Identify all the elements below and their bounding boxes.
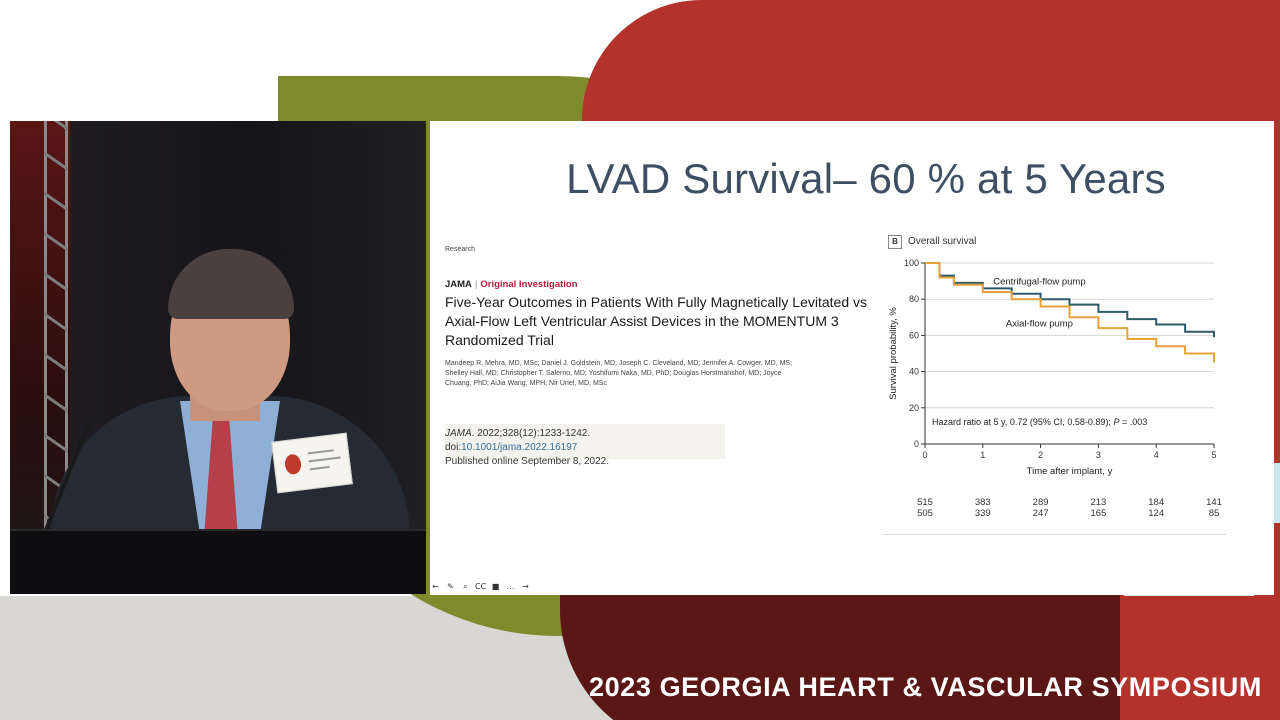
paper-journal xyxy=(445,279,578,290)
risk-cell: 383 xyxy=(974,497,991,508)
risk-cell: 515 xyxy=(917,497,933,508)
journal-name: JAMA xyxy=(445,279,472,290)
forward-icon[interactable]: → xyxy=(522,582,529,591)
article-type: Original Investigation xyxy=(480,279,578,290)
risk-cell: 184 xyxy=(1148,497,1165,508)
risk-row xyxy=(908,508,1258,519)
presentation-slide xyxy=(430,121,1274,595)
video-icon[interactable]: ■ xyxy=(491,582,500,591)
hazard-ratio-text: Hazard ratio at 5 y, 0.72 (95% CI, 0.58-0.89); xyxy=(932,417,1114,427)
risk-cell: 124 xyxy=(1148,508,1165,519)
citation-doi-link[interactable]: 10.1001/jama.2022.16197 xyxy=(461,442,578,453)
x-axis-label: Time after implant, y xyxy=(1026,466,1113,477)
series-label-centrifugal: Centrifugal-flow pump xyxy=(993,276,1086,288)
risk-cell: 505 xyxy=(917,508,933,519)
more-icon[interactable]: … xyxy=(506,582,515,591)
badge-line xyxy=(309,456,341,462)
x-tick-label: 1 xyxy=(980,450,986,460)
slide-toolbar xyxy=(430,581,531,593)
name-badge xyxy=(271,433,353,494)
numbers-at-risk-rule xyxy=(882,534,1226,535)
numbers-at-risk-table xyxy=(908,497,1258,519)
slide-title: LVAD Survival– 60 % at 5 Years xyxy=(566,155,1166,202)
risk-row xyxy=(908,497,1258,508)
chart-panel-tag: B xyxy=(888,235,902,249)
citation-published: Published online September 8, 2022. xyxy=(445,456,610,467)
x-tick-label: 2 xyxy=(1038,450,1044,460)
badge-line xyxy=(310,466,330,470)
risk-cell: 247 xyxy=(1032,508,1049,519)
pen-icon[interactable]: ✎ xyxy=(447,582,454,591)
podium xyxy=(10,529,426,594)
y-tick-label: 40 xyxy=(908,366,919,377)
paper-headline: Five-Year Outcomes in Patients With Fully Magnetically Levitated vs Axial-Flow Left Ventricular Assist Devices in the MOMENTUM 3 Randomized Trial xyxy=(445,294,867,348)
risk-cell: 339 xyxy=(974,508,991,519)
paper-authors: Mandeep R. Mehra, MD, MSc; Daniel J. Goldstein, MD; Joseph C. Cleveland, MD; Jennifer A. Cowger, MD, MS; Shelley Hall, MD; Christopher T. Salerno, MD; Yoshifumi Naka, MD, PhD; Douglas Horstmanshof, MD; Joyce Chuang, PhD; AiJia Wang, MPH; Nir Uriel, MD, MSc xyxy=(445,360,793,387)
y-tick-label: 100 xyxy=(903,258,919,268)
badge-logo-icon xyxy=(284,453,302,475)
captions-icon[interactable]: CC xyxy=(475,582,487,591)
speaker-video xyxy=(10,121,426,594)
survival-plot xyxy=(876,231,1274,491)
y-axis-label: Survival probability, % xyxy=(888,307,899,400)
back-icon[interactable]: ← xyxy=(432,582,439,591)
risk-cell: 213 xyxy=(1090,497,1107,508)
symposium-banner: 2023 GEORGIA HEART & VASCULAR SYMPOSIUM xyxy=(589,672,1262,702)
series-label-axial: Axial-flow pump xyxy=(1005,318,1073,330)
citation-line xyxy=(445,427,725,455)
journal-separator: | xyxy=(474,279,478,290)
y-tick-label: 60 xyxy=(908,330,919,341)
x-tick-label: 0 xyxy=(922,450,928,460)
survival-chart xyxy=(876,231,1274,541)
y-tick-label: 0 xyxy=(913,439,919,449)
risk-cell: 289 xyxy=(1032,497,1049,508)
hazard-p-value: = .003 xyxy=(1119,417,1148,427)
x-tick-label: 4 xyxy=(1153,450,1159,460)
risk-cell: 165 xyxy=(1090,508,1107,519)
badge-line xyxy=(308,449,334,454)
risk-cell: 85 xyxy=(1208,508,1220,519)
paper-citation-box xyxy=(445,424,725,467)
citation-journal: JAMA xyxy=(445,428,472,439)
hazard-p-label: P xyxy=(1113,417,1120,427)
citation-ref: . 2022;328(12):1233-1242. doi: xyxy=(445,428,591,453)
y-tick-label: 80 xyxy=(908,294,919,305)
risk-cell: 141 xyxy=(1206,497,1222,508)
paper-section: Research xyxy=(445,246,475,253)
y-tick-label: 20 xyxy=(908,402,919,413)
x-tick-label: 3 xyxy=(1095,450,1101,460)
chart-panel-title: Overall survival xyxy=(908,236,977,247)
hazard-ratio-note xyxy=(932,417,1147,427)
zoom-icon[interactable]: ⌕ xyxy=(463,582,468,591)
x-tick-label: 5 xyxy=(1211,450,1217,460)
